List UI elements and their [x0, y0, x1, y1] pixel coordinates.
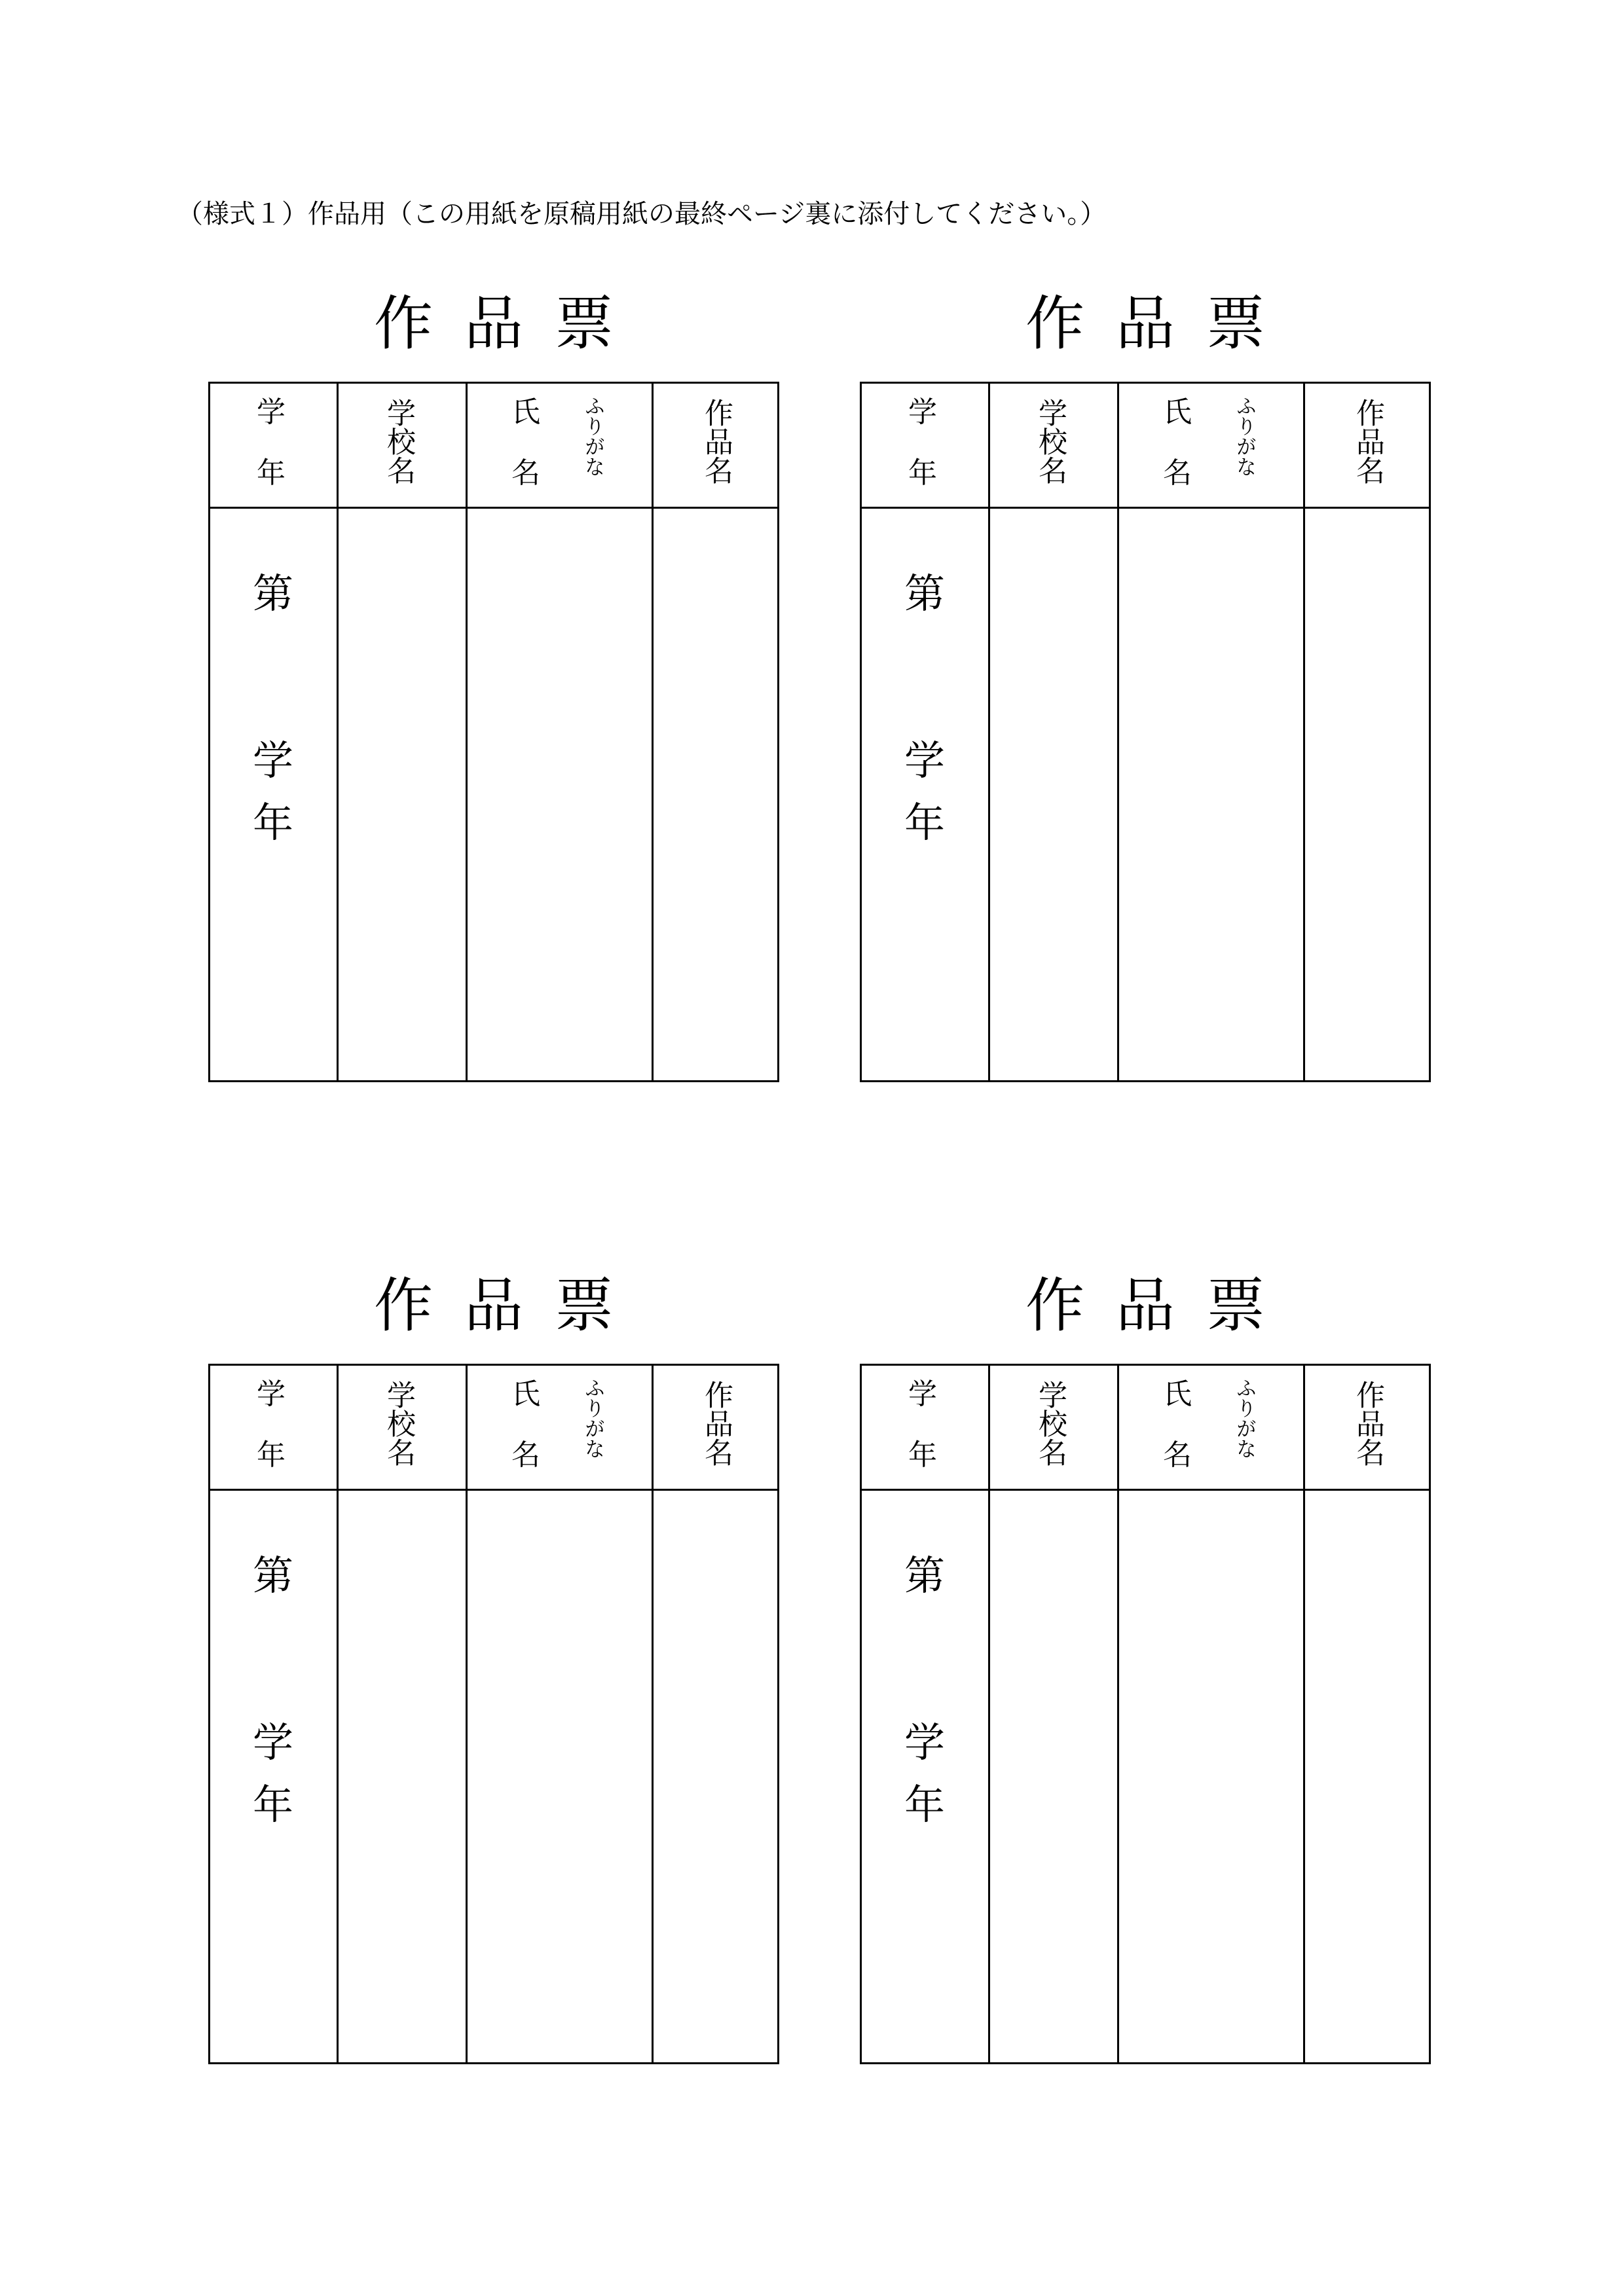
entry-table	[208, 382, 779, 1082]
grade-gaku: 学	[253, 737, 294, 784]
grade-nen: 年	[253, 1781, 294, 1829]
grade-dai: 第	[904, 570, 946, 617]
grade-dai: 第	[904, 1552, 946, 1599]
header-furigana: ふりがな	[581, 395, 604, 477]
header-school: 学校名	[1033, 1380, 1067, 1467]
header-name-top: 氏	[1163, 395, 1192, 429]
header-grade-top: 学	[908, 1377, 937, 1411]
header-name-bottom: 名	[1163, 1438, 1192, 1472]
grade-nen: 年	[904, 1781, 946, 1829]
header-furigana: ふりがな	[1232, 395, 1256, 477]
header-furigana: ふりがな	[1232, 1377, 1256, 1459]
header-school: 学校名	[382, 1380, 415, 1467]
header-name-bottom: 名	[511, 456, 540, 490]
header-grade-top: 学	[257, 1377, 286, 1411]
grade-gaku: 学	[904, 1719, 946, 1766]
grade-gaku: 学	[253, 1719, 294, 1766]
header-name-bottom: 名	[511, 1438, 540, 1472]
header-grade-top: 学	[908, 395, 937, 429]
grade-dai: 第	[253, 1552, 294, 1599]
header-grade-bottom: 年	[257, 456, 286, 490]
header-school: 学校名	[1033, 398, 1067, 484]
header-work: 作品名	[699, 1380, 733, 1467]
entry-table	[860, 1364, 1431, 2064]
header-school: 学校名	[382, 398, 415, 484]
card-title: 作品票	[374, 1271, 645, 1340]
card-title: 作品票	[1025, 289, 1297, 358]
header-grade-bottom: 年	[257, 1438, 286, 1472]
header-note: （様式１）作品用（この用紙を原稿用紙の最終ページ裏に添付してください。）	[177, 199, 1107, 229]
header-work: 作品名	[699, 398, 733, 484]
header-furigana: ふりがな	[581, 1377, 604, 1459]
header-work: 作品名	[1351, 398, 1384, 484]
grade-nen: 年	[904, 799, 946, 847]
header-work: 作品名	[1351, 1380, 1384, 1467]
header-grade-bottom: 年	[908, 1438, 937, 1472]
header-name-bottom: 名	[1163, 456, 1192, 490]
header-grade-top: 学	[257, 395, 286, 429]
header-grade-bottom: 年	[908, 456, 937, 490]
entry-table	[208, 1364, 779, 2064]
entry-table	[860, 382, 1431, 1082]
header-name-top: 氏	[511, 395, 540, 429]
grade-gaku: 学	[904, 737, 946, 784]
grade-dai: 第	[253, 570, 294, 617]
grade-nen: 年	[253, 799, 294, 847]
header-name-top: 氏	[1163, 1377, 1192, 1411]
header-name-top: 氏	[511, 1377, 540, 1411]
card-title: 作品票	[374, 289, 645, 358]
card-title: 作品票	[1025, 1271, 1297, 1340]
